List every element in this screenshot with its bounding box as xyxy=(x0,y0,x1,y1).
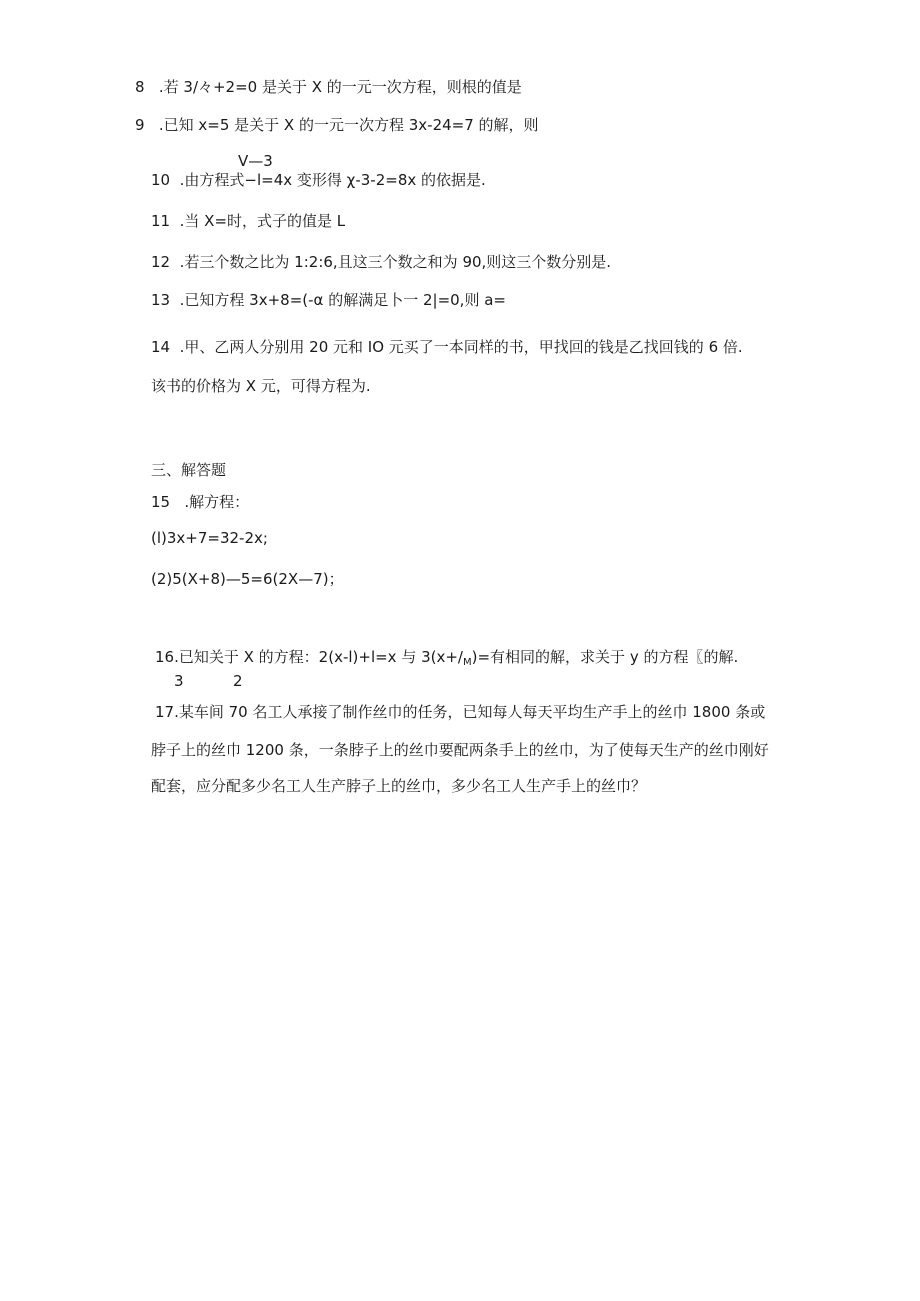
question-17-line-2: 脖子上的丝巾 1200 条，一条脖子上的丝巾要配两条手上的丝巾，为了使每天生产的丝巾刚好 xyxy=(151,741,769,759)
question-text: .由方程式−l=4x 变形得 χ-3-2=8x 的依据是. xyxy=(179,171,486,189)
fraction-numerator: V—3 xyxy=(238,152,273,170)
denominator-2: 2 xyxy=(233,672,243,690)
question-9 xyxy=(135,116,539,134)
question-number: 13 xyxy=(151,291,171,309)
question-text: .甲、乙两人分别用 20 元和 IO 元买了一本同样的书，甲找回的钱是乙找回钱的 6 倍. xyxy=(179,338,743,356)
question-12 xyxy=(151,253,611,271)
question-16 xyxy=(155,648,738,669)
question-number: 11 xyxy=(151,212,171,230)
question-number: 10 xyxy=(151,171,171,189)
subscript: M xyxy=(462,657,472,668)
denominator-1: 3 xyxy=(174,672,184,690)
question-10 xyxy=(151,171,486,189)
question-17-line-1: 17.某车间 70 名工人承接了制作丝巾的任务，已知每人每天平均生产手上的丝巾 1800 条或 xyxy=(155,703,766,721)
question-17-line-3: 配套，应分配多少名工人生产脖子上的丝巾，多少名工人生产手上的丝巾？ xyxy=(151,777,647,795)
question-number: 9 xyxy=(135,116,145,134)
question-text-a: 16.已知关于 X 的方程：2(x-l)+l=x 与 3(x+/ xyxy=(155,648,463,666)
question-number: 14 xyxy=(151,338,171,356)
equation-part-1: (l)3x+7=32-2x; xyxy=(151,529,268,547)
question-8 xyxy=(135,78,522,96)
question-11 xyxy=(151,212,345,230)
question-number: 15 xyxy=(151,493,171,511)
question-text: .若三个数之比为 1:2:6,且这三个数之和为 90,则这三个数分别是. xyxy=(179,253,612,271)
question-text: .当 X=时，式子的值是 L xyxy=(179,212,346,230)
question-14-continuation: 该书的价格为 X 元，可得方程为. xyxy=(151,377,371,395)
question-text: .已知方程 3x+8=(-α 的解满足卜一 2|=0,则 a= xyxy=(179,291,506,309)
question-number: 12 xyxy=(151,253,171,271)
question-text: .解方程： xyxy=(184,493,250,511)
section-heading: 三、解答题 xyxy=(151,461,227,479)
question-14 xyxy=(151,338,743,356)
question-text-b: )=有相同的解，求关于 y 的方程〖的解. xyxy=(471,648,739,666)
question-13 xyxy=(151,291,506,309)
question-text: .若 3/々+2=0 是关于 X 的一元一次方程，则根的值是 xyxy=(158,78,522,96)
question-number: 8 xyxy=(135,78,145,96)
question-15 xyxy=(151,493,249,511)
question-text: .已知 x=5 是关于 X 的一元一次方程 3x-24=7 的解，则 xyxy=(158,116,539,134)
equation-part-2: (2)5(X+8)—5=6(2X—7)； xyxy=(151,570,344,588)
